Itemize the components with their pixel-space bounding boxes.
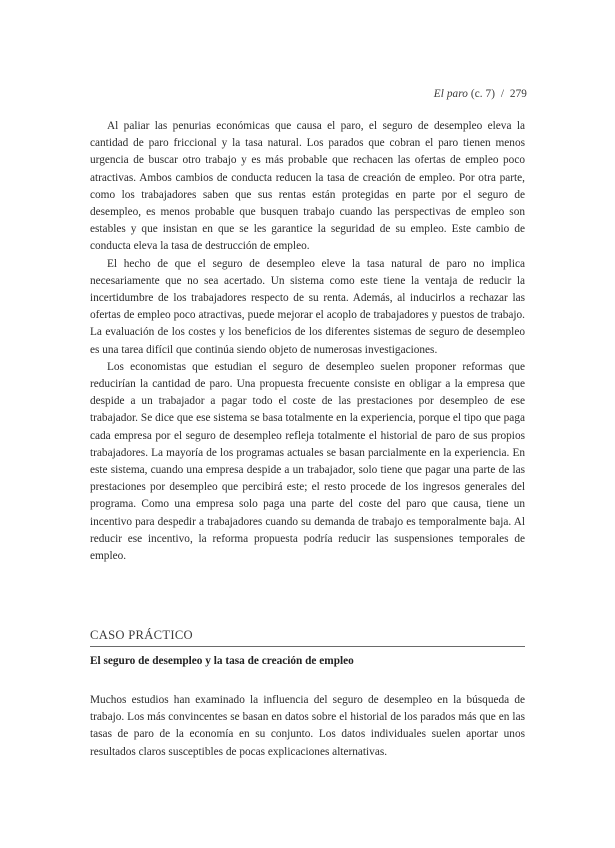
case-study-text — [90, 692, 525, 761]
paragraph: Al paliar las penurias económicas que causa el paro, el seguro de desempleo eleva la cantidad de paro friccional y la tasa natural. Los parados que cobran el paro tienen menos urgencia de buscar otro trabajo y es más probable que rechacen las ofertas de empleo poco atractivas. Ambos cambios de conducta reducen la tasa de creación de empleo. Por otra parte, como los trabajadores saben que sus rentas están protegidas en parte por el seguro de desempleo, es menos probable que busquen trabajo cuando las perspectivas de empleo son estables y que insistan en que se les garantice la seguridad de su empleo. Este cambio de conducta eleva la tasa de destrucción de empleo. — [90, 120, 525, 253]
paragraph: El hecho de que el seguro de desempleo eleve la tasa natural de paro no implica necesariamente que no sea acertado. Un sistema como este tiene la ventaja de reducir la incertidumbre de los trabajadores respecto de su renta. Además, al inducirlos a rechazar las ofertas de empleo poco atractivas, puede mejorar el acoplo de trabajadores y puestos de trabajo. La evaluación de los costes y los beneficios de los diferentes sistemas de seguro de desempleo es una tarea difícil que continúa siendo objeto de numerosas investigaciones. — [90, 257, 525, 356]
case-study-label: CASO PRÁCTICO — [90, 626, 525, 647]
paragraph: Muchos estudios han examinado la influencia del seguro de desempleo en la búsqueda de trabajo. Los más convincentes se basan en datos sobre el historial de los parados más que en las tasas de paro de la economía en su conjunto. Los datos individuales suelen aportar unos resultados claros susceptibles de pocas explicaciones alternativas. — [90, 694, 525, 758]
case-study-section — [90, 626, 525, 761]
paragraph: Los economistas que estudian el seguro de desempleo suelen proponer reformas que reducirían la cantidad de paro. Una propuesta frecuente consiste en obligar a la empresa que despide a un trabajador a pagar todo el coste de las prestaciones por desempleo de ese trabajador. Se dice que ese sistema se basa totalmente en la experiencia, porque el tipo que paga cada empresa por el seguro de desempleo refleja totalmente el historial de paro de sus propios trabajadores. La mayoría de los programas actuales se basan parcialmente en la experiencia. En este sistema, cuando una empresa despide a un trabajador, solo tiene que pagar una parte de las prestaciones por desempleo que percibirá este; el resto procede de los ingresos generales del programa. Como una empresa solo paga una parte del coste del paro que causa, tiene un incentivo para despedir a trabajadores cuando su demanda de trabajo es temporalmente baja. Al reducir ese incentivo, la reforma propuesta podría reducir las suspensiones temporales de empleo. — [90, 360, 525, 563]
running-head — [434, 88, 527, 100]
case-study-title: El seguro de desempleo y la tasa de creación de empleo — [90, 655, 354, 667]
body-text — [90, 118, 525, 565]
running-title: El paro — [433, 88, 468, 100]
header-separator: / — [500, 88, 505, 100]
page-number: 279 — [509, 88, 527, 100]
chapter-number: (c. 7) — [470, 88, 496, 100]
